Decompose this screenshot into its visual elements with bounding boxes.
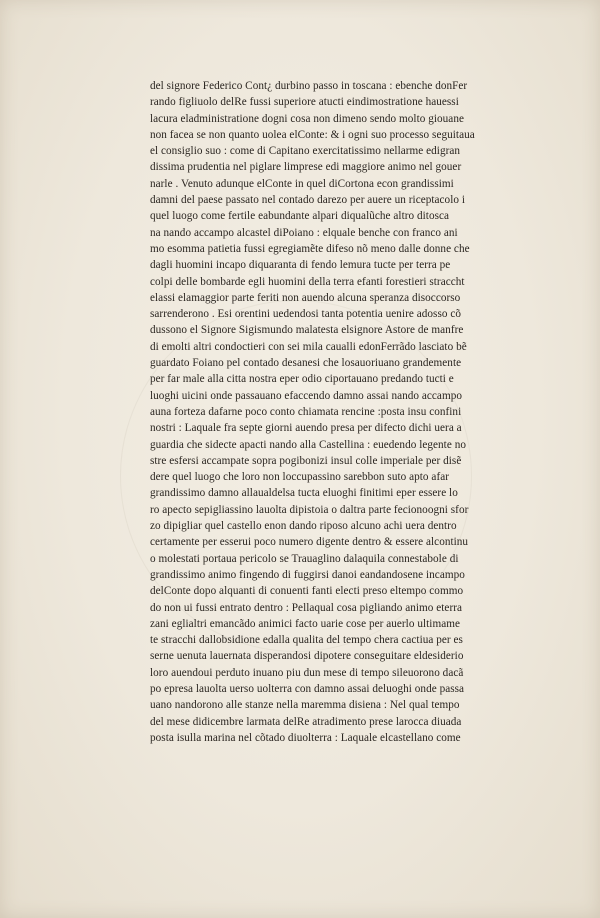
text-line: di emolti altri condoctieri con sei mila caualli edonFerrãdo lasciato bẽ [150, 340, 467, 353]
text-line: elassi elamaggior parte feriti non auendo alcuna speranza disoccorso [150, 291, 461, 304]
text-line: grandissimo animo fingendo di fuggirsi danoi eandandosene incampo [150, 568, 465, 581]
text-line: do non ui fussi entrato dentro : Pellaqual cosa pigliando animo eterra [150, 601, 463, 614]
text-line: grandissimo damno allaualdelsa tucta eluoghi finitimi eper essere lo [150, 487, 458, 500]
text-line: nostri : Laquale fra septe giorni auendo presa per difecto dichi uera a [150, 422, 462, 435]
text-line: guardato Foiano pel contado desanesi che losauoriuano grandemente [150, 357, 462, 370]
text-line: del mese didicembre larmata delRe atradimento prese larocca diuada [150, 715, 462, 728]
text-line: po epresa lauolta uerso uolterra con damno assai deluoghi onde passa [150, 682, 465, 695]
text-line: lacura eladministratione dogni cosa non dimeno sendo molto giouane [150, 112, 464, 125]
text-column [150, 78, 550, 746]
text-line: el consiglio suo : come di Capitano exercitatissimo nellarme edigran [150, 145, 461, 158]
text-line: sarrenderono . Esi orentini uedendosi tanta potentia uenire adosso cõ [150, 308, 462, 321]
text-line: per far male alla citta nostra eper odio ciportauano predando tucti e [150, 373, 454, 386]
text-line: serne uenuta lauernata disperandosi dipotere conseguitare eldesiderio [150, 650, 464, 663]
text-line: o molestati portaua pericolo se Trauaglino dalaquila connestabole di [150, 552, 459, 565]
text-line: dissima prudentia nel piglare limprese edi maggiore animo nel gouer [150, 161, 462, 174]
text-line: dere quel luogo che loro non loccupassino sarebbon suto apto afar [150, 471, 450, 484]
text-line: delConte dopo alquanti di conuenti fanti electi preso eltempo commo [150, 585, 464, 598]
text-line: na nando accampo alcastel diPoiano : elquale benche con franco ani [150, 226, 458, 239]
text-line: zani eglialtri emancãdo animici facto uarie cose per auerlo ultimame [150, 617, 460, 630]
text-line: del signore Federico Cont¿ durbino passo in toscana : ebenche donFer [150, 80, 468, 92]
text-line: damni del paese passato nel contado darezo per auere un riceptacolo i [150, 194, 466, 207]
text-line: guardia che sidecte apacti nando alla Castellina : euedendo legente no [150, 438, 466, 451]
text-line: dagli huomini incapo diquaranta di fendo lemura tucte per terra pe [150, 259, 451, 272]
text-line: certamente per esserui poco numero digente dentro & essere alcontinu [150, 536, 469, 549]
text-line: narle . Venuto adunque elConte in quel diCortona econ grandissimi [150, 177, 454, 190]
text-line: te stracchi dallobsidione edalla qualita del tempo chera cactiua per es [150, 634, 463, 647]
text-line: colpi delle bombarde egli huomini della terra efanti forestieri straccht [150, 275, 465, 288]
text-line: non facea se non quanto uolea elConte: & i ogni suo processo seguitaua [150, 128, 475, 141]
text-line: mo esomma patietia fussi egregiamẽte difeso nõ meno dalle donne che [150, 242, 470, 255]
text-line: ro apecto sepigliassino lauolta dipistoia o daltra parte fecionoogni sfor [150, 503, 469, 516]
text-line: stre esfersi accampate sopra pogibonizi insul colle imperiale per disẽ [150, 454, 462, 467]
text-line: zo dipigliar quel castello enon dando riposo alcuno achi uera dentro [150, 520, 457, 533]
text-line: quel luogo come fertile eabundante alpari diqualũche altro ditosca [150, 210, 450, 223]
text-line: dussono el Signore Sigismundo malatesta elsignore Astore de manfre [150, 324, 464, 337]
text-line: loro auendoui perduto inuano piu dun mese di tempo sileuorono dacã [150, 666, 464, 679]
text-line: uano nandorono alle stanze nella maremma disiena : Nel qual tempo [150, 699, 460, 712]
text-line: posta isulla marina nel cõtado diuolterra : Laquale elcastellano come [150, 731, 461, 744]
text-line: luoghi uicini onde passauano efaccendo damno assai nando accampo [150, 389, 462, 402]
text-line: rando figliuolo delRe fussi superiore atucti eindimostratione hauessi [150, 96, 459, 109]
text-line: auna forteza dafarne poco conto chiamata rencine :posta insu confini [150, 405, 462, 418]
